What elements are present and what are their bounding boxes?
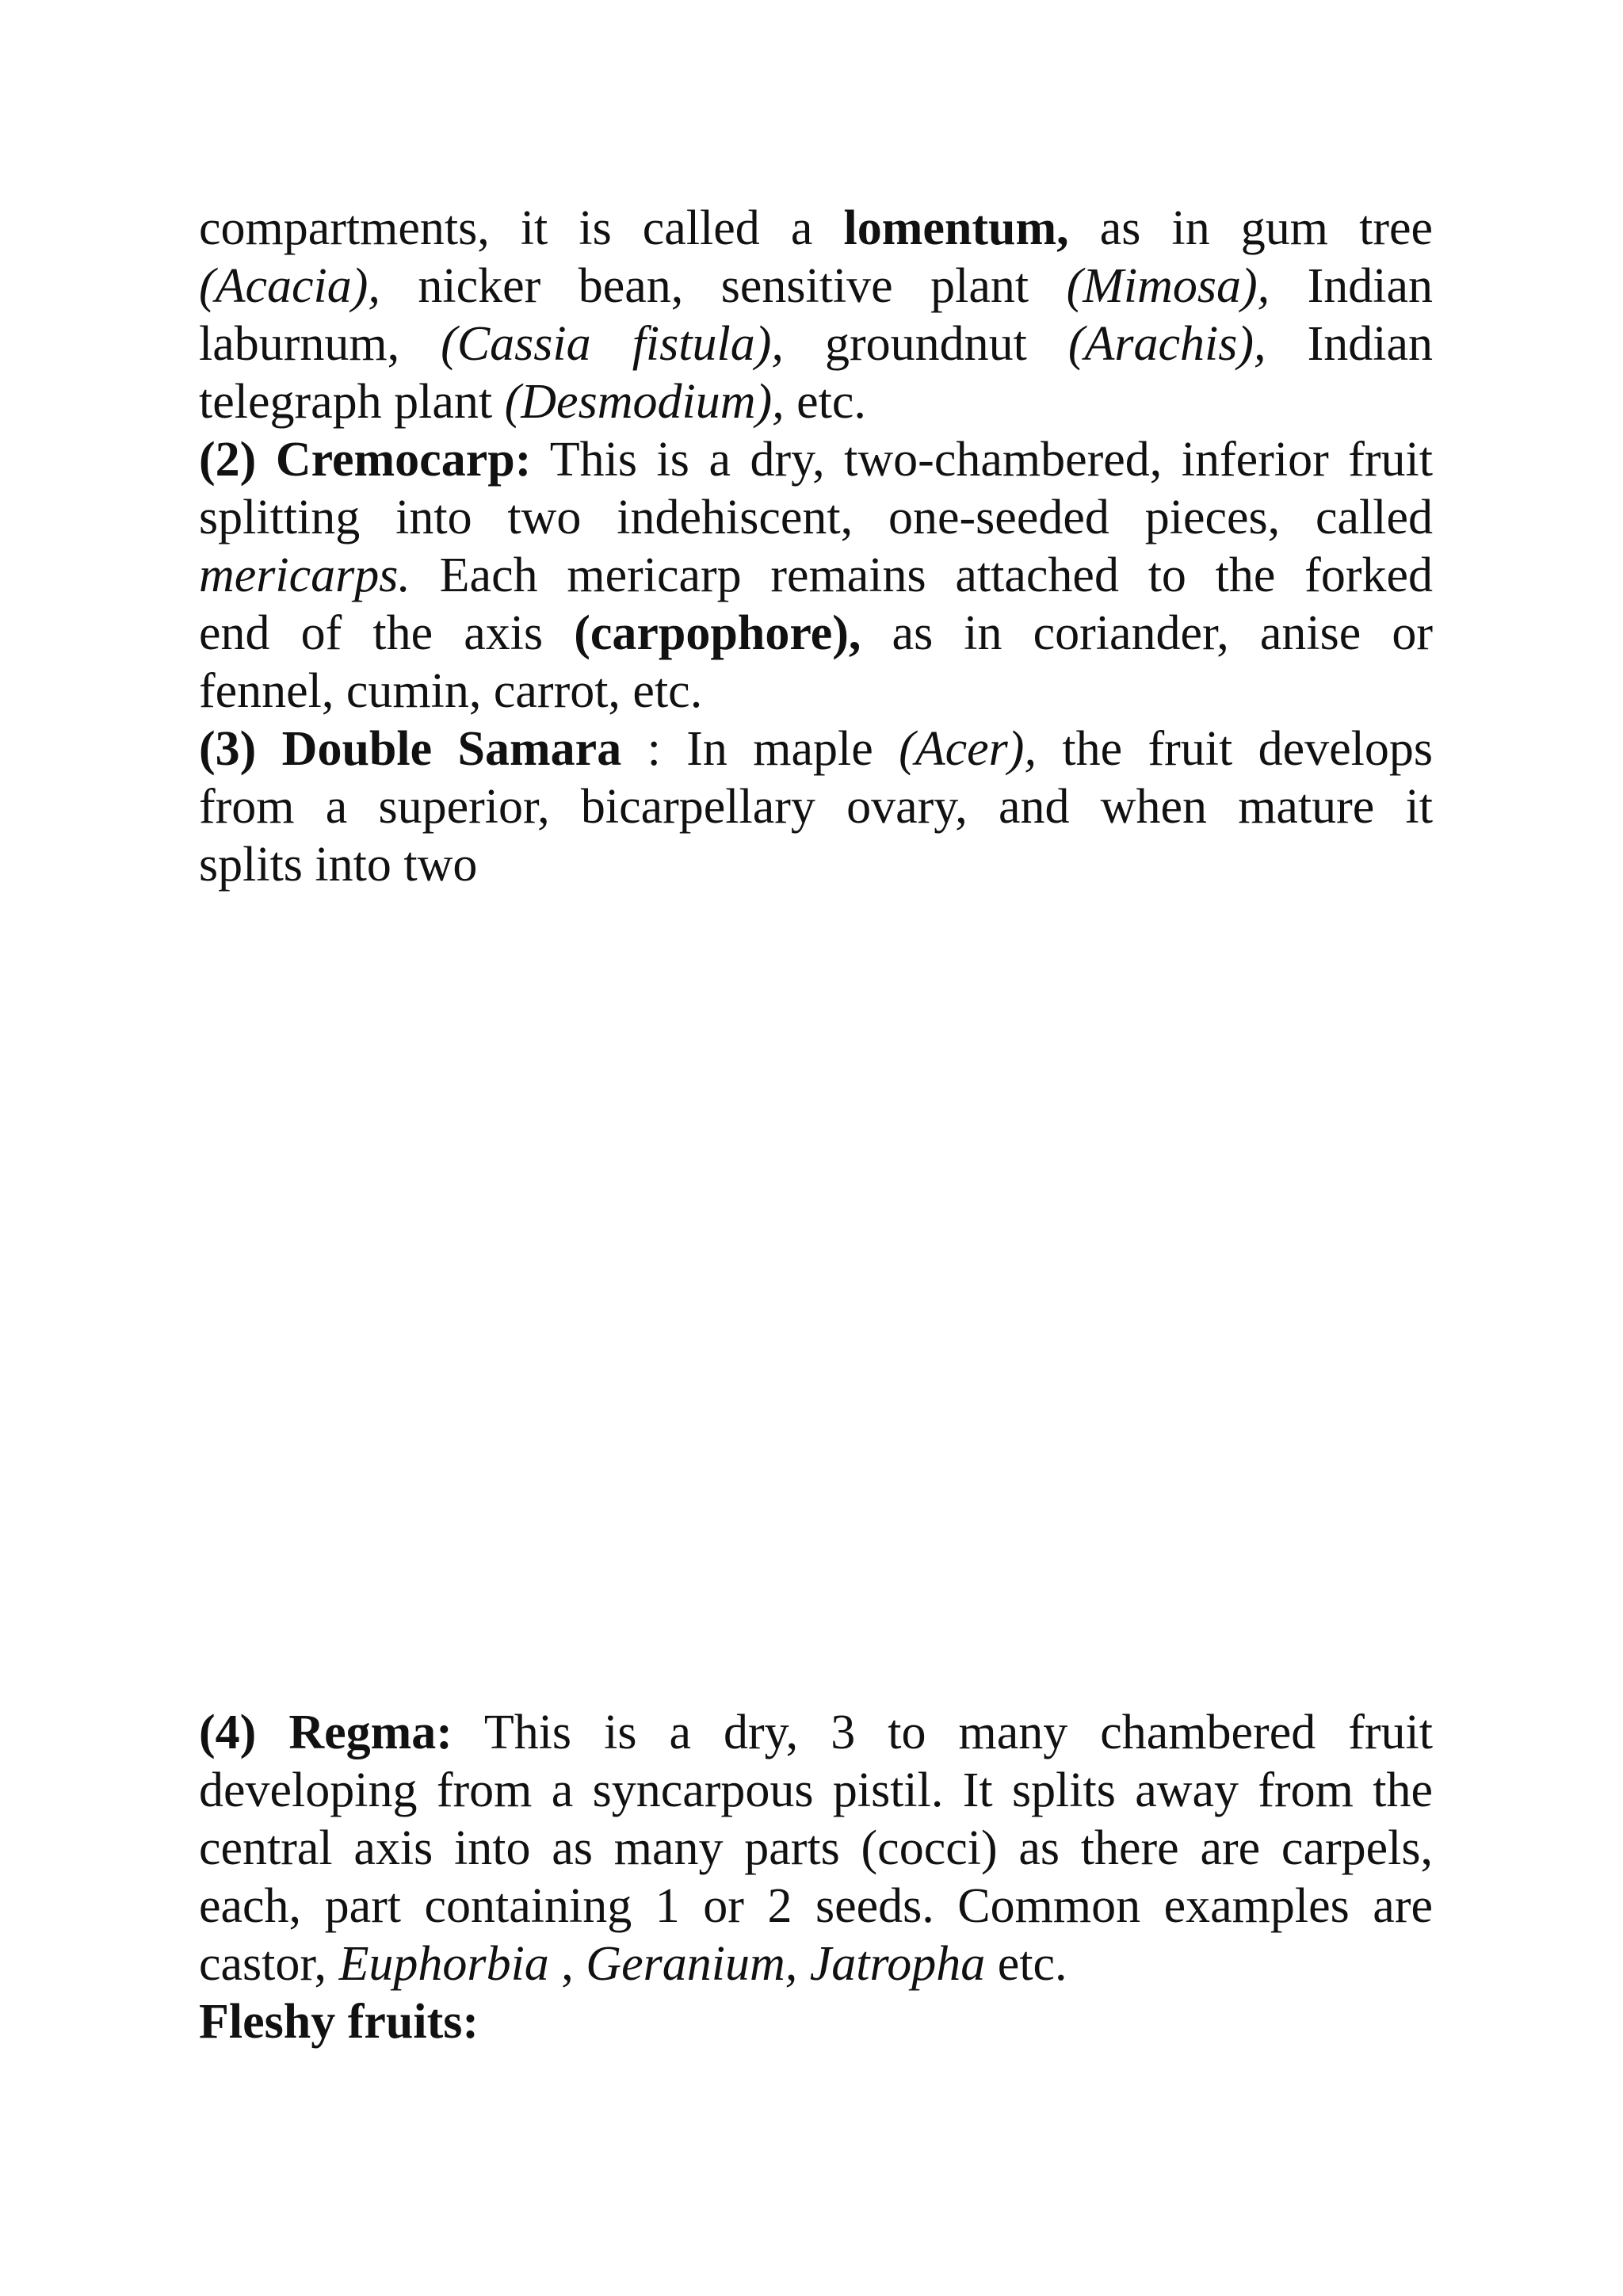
text-line [199, 836, 1433, 894]
paragraph-cremocarp [199, 431, 1433, 720]
plain-text: laburnum, [199, 317, 441, 371]
plain-text: Indian [1266, 317, 1433, 371]
bold-text: lomentum, [843, 201, 1069, 255]
plain-text: etc. [784, 375, 866, 429]
bold-text: (3) Double Samara [199, 722, 622, 776]
text-line [199, 1762, 1433, 1820]
plain-text: telegraph plant [199, 375, 505, 429]
paragraph-lomentum [199, 200, 1433, 431]
plain-text: the fruit develops [1036, 722, 1433, 776]
paragraph-double-samara [199, 720, 1433, 894]
plain-text: This is a dry, 3 to many chambered fruit [452, 1706, 1433, 1759]
plain-text: end of the axis [199, 606, 575, 660]
plain-text: as in coriander, anise or [861, 606, 1433, 660]
plain-text: developing from a syncarpous pistil. It splits away from the [199, 1763, 1433, 1817]
plain-text: castor, [199, 1937, 339, 1991]
text-line [199, 431, 1433, 489]
italic-text: Euphorbia [338, 1937, 549, 1991]
italic-text: (Cassia fistula), [441, 317, 784, 371]
italic-text: (Desmodium), [504, 375, 785, 429]
text-line [199, 373, 1433, 431]
plain-text: Each mericarp remains attached to the forked [410, 548, 1433, 602]
plain-text: central axis into as many parts (cocci) as there are carpels, [199, 1821, 1433, 1875]
text-line [199, 200, 1433, 258]
plain-text: , [548, 1937, 586, 1991]
bold-text: (2) Cremocarp: [199, 433, 532, 487]
text-line [199, 489, 1433, 547]
page-body [199, 200, 1433, 2051]
text-line [199, 1993, 1433, 2051]
text-line [199, 1878, 1433, 1935]
text-line [199, 1704, 1433, 1762]
plain-text: from a superior, bicarpellary ovary, and when mature it [199, 780, 1433, 834]
text-line [199, 1935, 1433, 1993]
italic-text: (Acer), [899, 722, 1037, 776]
plain-text: groundnut [783, 317, 1068, 371]
plain-text: Indian [1270, 259, 1433, 313]
text-line [199, 605, 1433, 663]
upper-text-section [199, 200, 1433, 894]
italic-text: (Acacia), [199, 259, 380, 313]
plain-text: as in gum tree [1068, 201, 1434, 255]
plain-text: This is a dry, two-chambered, inferior fruit [531, 433, 1434, 487]
plain-text: splitting into two indehiscent, one-seeded pieces, called [199, 491, 1433, 544]
plain-text: : In maple [621, 722, 899, 776]
plain-text: fennel, cumin, carrot, etc. [199, 664, 703, 718]
bold-text: (carpophore), [574, 606, 861, 660]
italic-text: Geranium, Jatropha [586, 1937, 986, 1991]
plain-text: etc. [985, 1937, 1067, 1991]
italic-text: (Mimosa), [1066, 259, 1270, 313]
plain-text: nicker bean, sensitive plant [380, 259, 1067, 313]
bold-text: (4) Regma: [199, 1706, 453, 1759]
text-line [199, 315, 1433, 373]
text-line [199, 1820, 1433, 1878]
text-line [199, 547, 1433, 605]
lower-text-section [199, 1704, 1433, 2051]
plain-text: compartments, it is called a [199, 201, 844, 255]
section-heading-fleshy-fruits [199, 1993, 1433, 2051]
text-line [199, 720, 1433, 778]
bold-text: Fleshy fruits: [199, 1995, 479, 2049]
text-line [199, 778, 1433, 836]
italic-text: (Arachis), [1067, 317, 1266, 371]
text-line [199, 663, 1433, 720]
text-line [199, 258, 1433, 315]
plain-text: splits into two [199, 838, 478, 892]
italic-text: mericarps. [199, 548, 411, 602]
plain-text: each, part containing 1 or 2 seeds. Common examples are [199, 1879, 1433, 1933]
paragraph-regma [199, 1704, 1433, 1993]
